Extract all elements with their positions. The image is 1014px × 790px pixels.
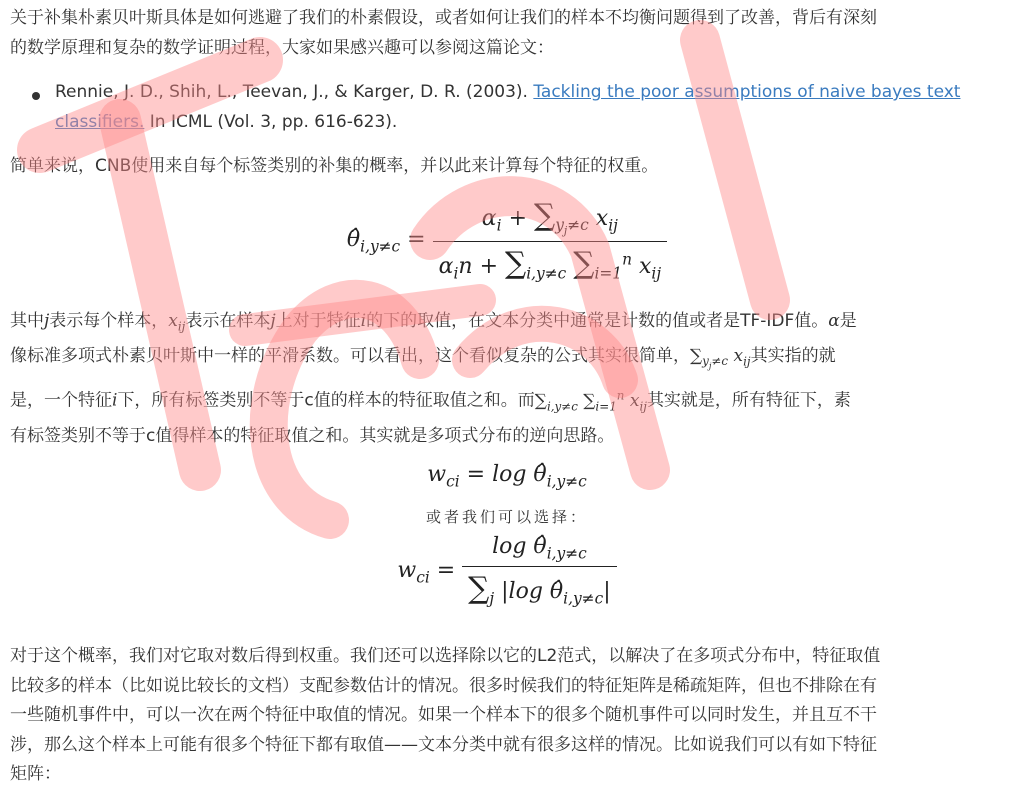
reference-venue: In ICML (Vol. 3, pp. 616-623). <box>144 111 398 132</box>
reference-authors: Rennie, J. D., Shih, L., Teevan, J., & Karger, D. R. (2003). <box>55 82 534 102</box>
weight-formula: $w_{ci} = \log$ $\thetâ_{i,y\ne c}$ <box>427 462 587 491</box>
normalized-weight-formula: $w_{ci}$ = $\frac{\log \thetâ_{i,y\ne c}}{\sum_j |\log \thetâ_{i,y\ne c}|}$ <box>0 534 1014 608</box>
summary-paragraph: 简单来说，CNB使用来自每个标签类别的补集的概率，并以此来计算每个特征的权重。 <box>10 156 659 176</box>
or-choose-text: 或者我们可以选择： <box>425 508 588 526</box>
intro-line-1: 关于补集朴素贝叶斯具体是如何逃避了我们的朴素假设，或者如何让我们的样本不均衡问题得到了改善，背后有深刻 <box>10 8 877 28</box>
reference-item <box>55 78 1000 137</box>
closing-paragraph: 对于这个概率，我们对它取对数后得到权重。我们还可以选择除以它的L2范式，以解决了在多项式分布中，特征取值 比较多的样本（比如说比较长的文档）支配参数估计的情况。很多时候我们的特征矩阵是稀疏矩阵，但也不排除在有 一些随机事件中，可以一次在两个特征中取值的情况。如果一个样本下的很多个随机事件可以同时发生，并且互不干 涉，那么这个样本上可能有很多个特征下都有取值——文本分类中就有很多这样的情况。比如说我们可以有如下特征 矩阵： <box>10 646 881 784</box>
paper-link[interactable]: Tackling the poor assumptions of naive bayes text classifiers. <box>55 82 961 132</box>
explanation-paragraph: 其中j表示每个样本，$x_{ij}$表示在样本j上对于特征i的下的取值，在文本分类中通常是计数的值或者是TF-IDF值。α是 像标准多项式朴素贝叶斯中一样的平滑系数。可以看出，这个看似复杂的公式其实很简单，$\sum_{y_j\ne c}$ $x_{ij}$其实指的就 是，一个特征i下，所有标签类别不等于c值的样本的特征取值之和。而$\sum_{i,y\ne c}$ $\sum_{i=1}^n$ $x_{ij}$其实就是，所有特征下，素 有标签类别不等于c值得样本的特征取值之和。其实就是多项式分布的逆向思路。 <box>10 311 857 446</box>
intro-line-2: 的数学原理和复杂的数学证明过程，大家如果感兴趣可以参阅这篇论文： <box>10 37 554 58</box>
theta-formula: $\thetâ_{i,y\ne c}$ = $\frac{\alpha_i + \sum_{y_j\ne c} x_{ij}}{\alpha_in + \sum_{i,y\ne c} \sum_{i=1}^n x_{ij}}$ <box>0 198 1014 283</box>
bullet-dot <box>32 92 40 100</box>
intro-paragraph <box>10 4 1006 63</box>
